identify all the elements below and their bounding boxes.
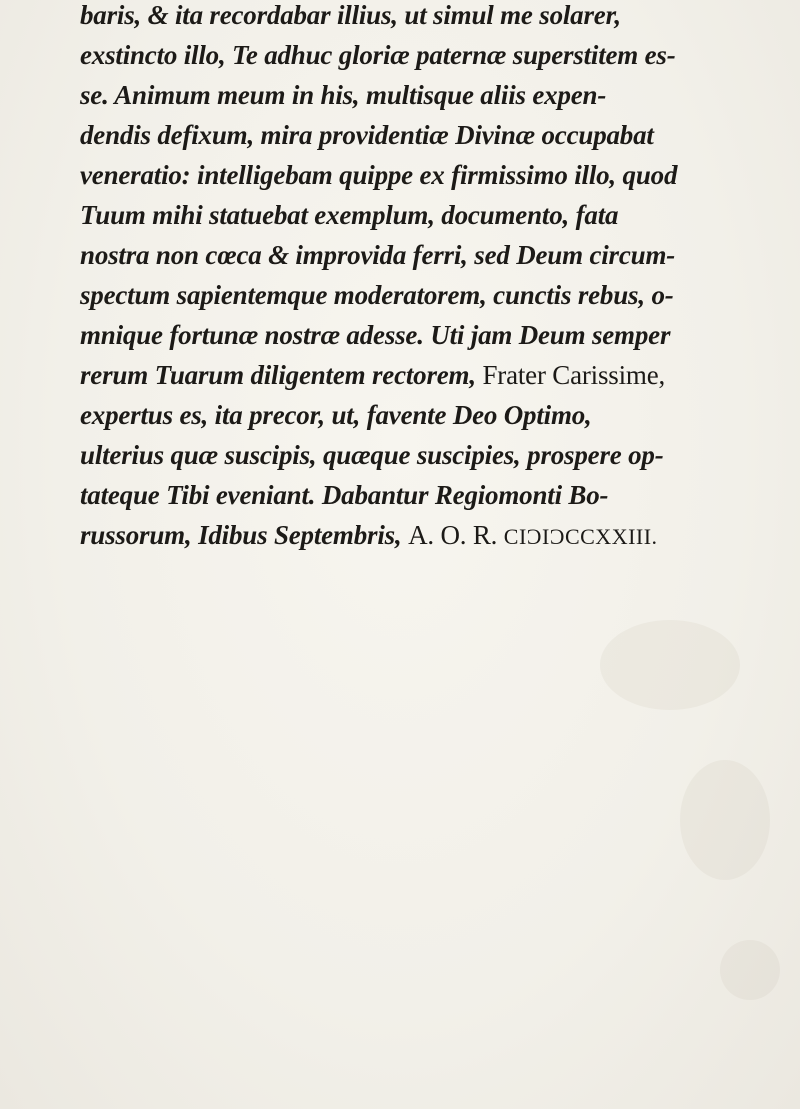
text-segment: dendis defixum, mira providentiæ Divinæ occupabat — [80, 120, 654, 150]
text-segment: mnique fortunæ nostræ adesse. Uti jam Deum semper — [80, 320, 671, 350]
text-segment: nostra non cœca & improvida ferri, sed Deum circum- — [80, 240, 676, 270]
text-line — [80, 202, 618, 229]
text-line — [80, 82, 606, 109]
text-line — [80, 522, 658, 549]
text-line — [80, 322, 670, 349]
text-segment: exstincto illo, Te adhuc gloriæ paternæ superstitem es- — [80, 40, 676, 70]
text-line — [80, 362, 665, 389]
text-segment: russorum, Idibus Septembris, — [80, 520, 409, 550]
paper-stain — [680, 760, 770, 880]
text-segment: rerum Tuarum diligentem rectorem, — [80, 360, 483, 390]
paper-stain — [600, 620, 740, 710]
text-line — [80, 282, 674, 309]
text-segment: baris, & ita recordabar illius, ut simul me solarer, — [80, 0, 621, 30]
text-line — [80, 402, 592, 429]
text-segment: spectum sapientemque moderatorem, cunctis rebus, o- — [80, 280, 674, 310]
text-segment: veneratio: intelligebam quippe ex firmissimo illo, quod — [80, 160, 678, 190]
text-line — [80, 42, 676, 69]
text-line — [80, 162, 677, 189]
date-roman-numeral: CIƆIƆCCXXIII. — [503, 524, 658, 549]
text-line — [80, 442, 663, 469]
text-segment: se. Animum meum in his, multisque aliis expen- — [80, 80, 607, 110]
text-line — [80, 482, 608, 509]
paper-stain — [720, 940, 780, 1000]
text-line — [80, 122, 654, 149]
text-segment: tateque Tibi eveniant. Dabantur Regiomonti Bo- — [80, 480, 609, 510]
text-segment-roman: Frater Carissime, — [482, 360, 666, 390]
text-segment: ulterius quæ suscipis, quæque suscipies, prospere op- — [80, 440, 664, 470]
text-segment: expertus es, ita precor, ut, favente Deo Optimo, — [80, 400, 592, 430]
text-line — [80, 242, 675, 269]
text-segment: Tuum mihi statuebat exemplum, documento, fata — [80, 200, 619, 230]
text-segment-roman: A. O. R. — [408, 520, 504, 550]
text-line — [80, 2, 621, 29]
